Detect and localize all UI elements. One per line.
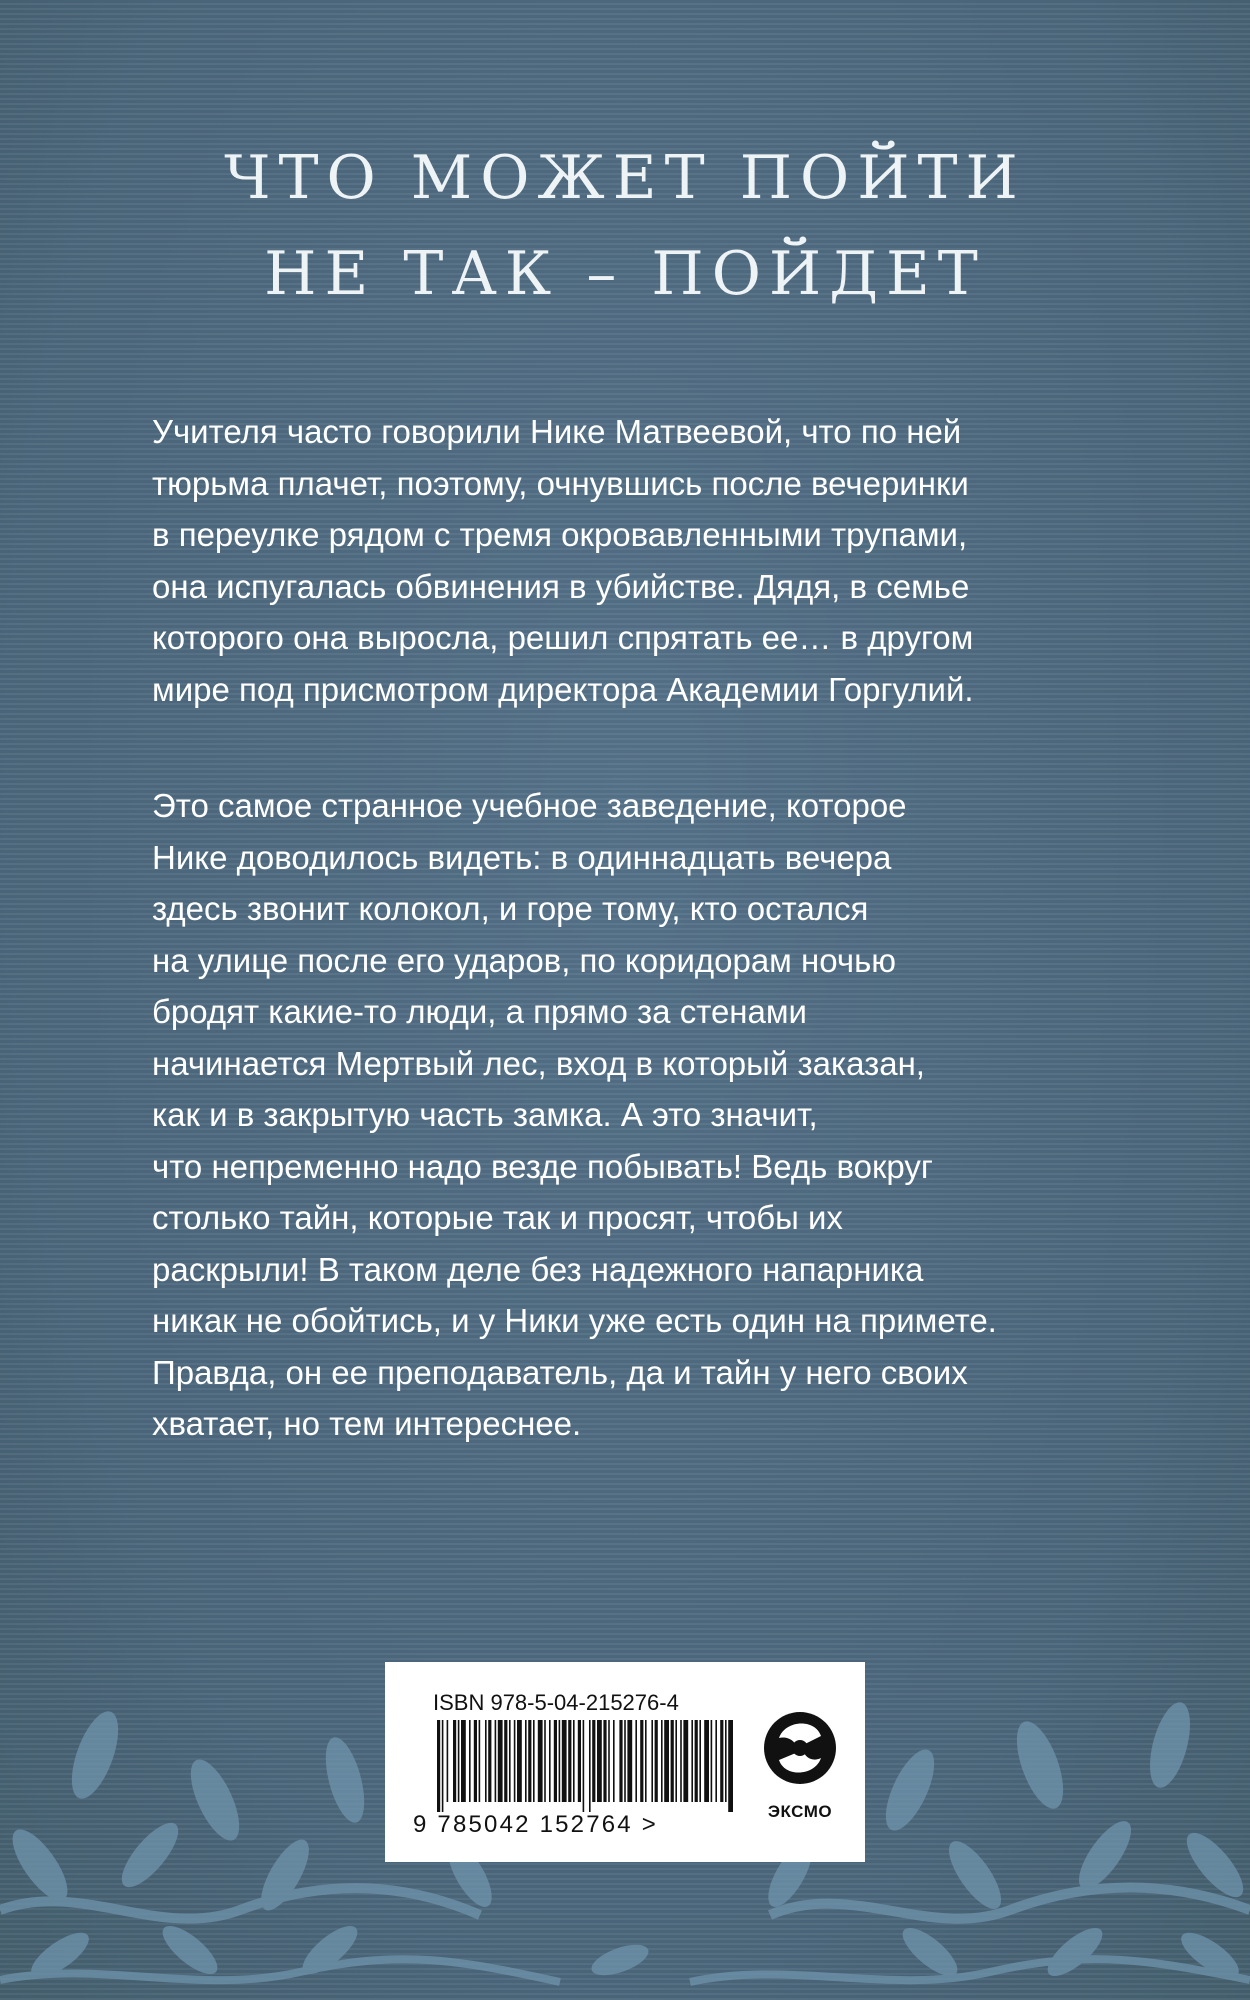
text-line: мире под присмотром директора Академии Горгулий.	[152, 670, 974, 708]
text-line: бродят какие-то люди, а прямо за стенами	[152, 993, 807, 1030]
text-line: как и в закрытую часть замка. А это значит,	[152, 1096, 818, 1133]
cover-title-line-1: ЧТО МОЖЕТ ПОЙТИ	[224, 143, 1026, 213]
isbn-label: ISBN 978-5-04-215276-4	[433, 1690, 679, 1715]
text-line: Это самое странное учебное заведение, которое	[152, 787, 907, 824]
text-line: никак не обойтись, и у Ники уже есть один на примете.	[152, 1302, 997, 1339]
barcode-panel	[385, 1662, 865, 1862]
barcode-digits: 9 785042 152764 >	[413, 1811, 658, 1838]
text-line: хватает, но тем интереснее.	[152, 1405, 582, 1442]
text-line: Правда, он ее преподаватель, да и тайн у него своих	[152, 1353, 968, 1391]
text-line: Учителя часто говорили Нике Матвеевой, что по ней	[152, 413, 962, 450]
text-line: раскрыли! В таком деле без надежного напарника	[152, 1250, 924, 1288]
eksmo-logo-icon	[757, 1700, 843, 1800]
publisher-name: ЭКСМО	[767, 1802, 833, 1821]
cover-title-line-2: НЕ ТАК – ПОЙДЕТ	[264, 239, 986, 309]
text-line: начинается Мертвый лес, вход в который заказан,	[152, 1044, 925, 1082]
cover-title	[0, 130, 1250, 322]
description-paragraph-2	[152, 780, 1112, 1450]
text-line: Нике доводилось видеть: в одиннадцать вечера	[152, 838, 892, 876]
text-line: что непременно надо везде побывать! Ведь вокруг	[152, 1147, 933, 1185]
description-paragraph-1	[152, 406, 1112, 715]
barcode	[437, 1720, 737, 1812]
publisher-logo	[757, 1700, 843, 1830]
text-line: в переулке рядом с тремя окровавленными трупами,	[152, 516, 968, 553]
text-line: тюрьма плачет, поэтому, очнувшись после вечеринки	[152, 464, 969, 502]
text-line: она испугалась обвинения в убийстве. Дядя, в семье	[152, 567, 970, 605]
text-line: здесь звонит колокол, и горе тому, кто остался	[152, 890, 869, 927]
text-line: столько тайн, которые так и просят, чтобы их	[152, 1199, 843, 1236]
text-line: которого она выросла, решил спрятать ее… в другом	[152, 619, 974, 656]
text-line: на улице после его ударов, по коридорам ночью	[152, 941, 897, 979]
